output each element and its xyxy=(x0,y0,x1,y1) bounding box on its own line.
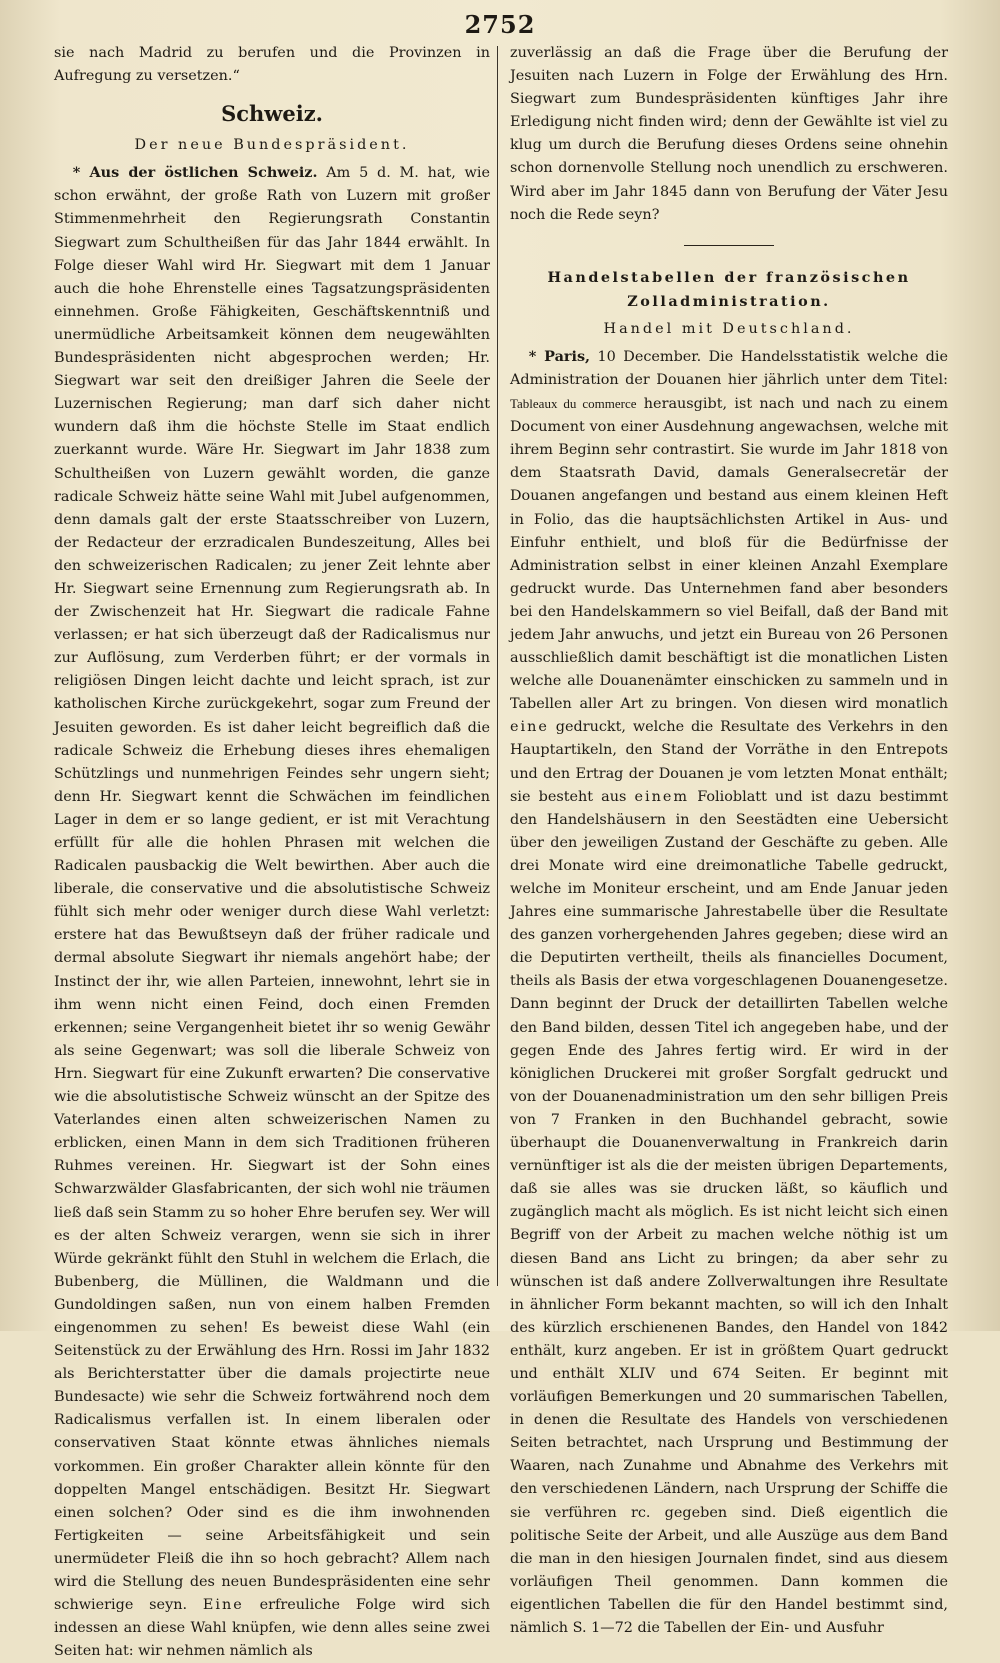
paragraph-text: gedruckt, welche die Resultate des Verkehrs in den Hauptartikeln, den Stand der Vorräthe in den Entrepots und den Ertrag der Douanen je vom letzten Monat enthält; sie besteht aus xyxy=(510,719,949,805)
article-paragraph xyxy=(54,161,490,1663)
continuation-text: zuverlässig an daß die Frage über die Berufung der Jesuiten nach Luzern in Folge der Erwählung des Hrn. Siegwart zum Bundespräsidenten künftiges Jahr ihre Erledigung nicht finden wird; denn der Gewählte ist viel zu klug um durch die Berufung dieses Ordens seine ohnehin schon dornenvolle Stellung noch unendlich zu erschweren. Wird aber im Jahr 1845 dann von Berufung der Väter Jesu noch die Rede seyn? xyxy=(510,45,948,223)
dateline: * Aus der östlichen Schweiz. xyxy=(72,164,318,182)
spaced-word: einem xyxy=(634,788,690,805)
right-column xyxy=(510,42,948,1640)
column-divider xyxy=(497,46,498,1286)
article-paragraph xyxy=(510,345,948,1640)
section-title: Schweiz. xyxy=(221,101,323,127)
page-number: 2752 xyxy=(464,10,536,39)
paragraph-text: herausgibt, ist nach und nach zu einem Document von einer Ausdehnung angewachsen, welche mit ihrem Beginn sehr contrastirt. Sie wurde im Jahr 1818 von dem Staatsrath David, damals Generalsecretär der Douanen angefangen und bestand aus einem kleinen Heft in Folio, das die hauptsächlichsten Artikel in Aus- und Einfuhr enthielt, und bloß für die Bedürfnisse der Administration selbst in einer kleinen Anzahl Exemplare gedruckt wurde. Das Unternehmen fand aber besonders bei den Handelskammern so viel Beifall, daß der Band mit jedem Jahr anwuchs, und jetzt ein Bureau von 26 Personen ausschließlich damit beschäftigt ist die monatlichen Listen welche alle Douanenämter einschicken zu sammeln und in Tabellen aller Art zu bringen. Von diesen wird monatlich xyxy=(510,396,948,713)
separator-rule xyxy=(684,245,774,246)
paragraph-text-tail: erfreuliche Folge wird sich indessen an diese Wahl knüpfen, wie denn alles seine zwei Seiten hat: wir nehmen nämlich als xyxy=(54,1597,491,1660)
article-title: Der neue Bundespräsident. xyxy=(134,137,410,154)
spaced-word: Eine xyxy=(202,1597,244,1614)
paragraph-text: Folioblatt und ist dazu bestimmt den Handelshäusern in den Seestädten eine Uebersicht über den jeweiligen Zustand der Geschäfte zu geben. Alle drei Monate wird eine dreimonatliche Tabelle gedruckt, welche im Moniteur erscheint, und am Ende Januar jeden Jahres eine summarische Jahrestabelle über die Resultate des ganzen vorhergehenden Jahres gegeben; diese wird an die Deputirten vertheilt, theils als financielles Document, theils als Basis der etwa vorgeschlagenen Douanengesetze. Dann beginnt der Druck der detaillirten Tabellen welche den Band bilden, dessen Titel ich angegeben habe, und der gegen Ende des Jahres fertig wird. Er wird in der königlichen Druckerei mit großer Sorgfalt gedruckt und von der Douanenadministration um den sehr billigen Preis von 7 Franken in den Buchhandel gebracht, sowie überhaupt die Douanenverwaltung in Frankreich darin vernünftiger ist als die der meisten übrigen Departements, daß sie alles was sie drucken läßt, so käuflich und zugänglich macht als möglich. Es ist nicht leicht sich einen Begriff von der Arbeit zu machen welche nöthig ist um diesen Band ans Licht zu bringen; da aber sehr zu wünschen ist daß andere Zollverwaltungen ihre Resultate in ähnlicher Form bekannt machten, so will ich den Inhalt des kürzlich erschienenen Bandes, den Handel von 1842 enthält, kurz angeben. Er ist in größtem Quart gedruckt und enthält XLIV und 674 Seiten. Er beginnt mit vorläufigen Bemerkungen und 20 summarischen Tabellen, in denen die Resultate des Handels von verschiedenen Seiten betrachtet, nach Ursprung und Bestimmung der Waaren, nach Zunahme und Abnahme des Verkehrs mit den verschiedenen Ländern, nach Ursprung der Schiffe die sie verführen rc. gegeben sind. Dieß eigentlich die politische Seite der Arbeit, und alle Auszüge aus dem Band die man in den hiesigen Journalen findet, sind aus diesem vorläufigen Theil genommen. Dann kommen die eigentlichen Tabellen die für den Handel bestimmt sind, nämlich S. 1—72 die Tabellen der Ein- und Ausfuhr xyxy=(510,788,949,1636)
article-title: Handelstabellen der französischen Zolladministration. xyxy=(547,268,911,310)
article-subtitle: Handel mit Deutschland. xyxy=(603,320,855,337)
dateline: * Paris, xyxy=(528,347,591,365)
latin-title: Tableaux du commerce xyxy=(510,396,637,412)
spaced-word: eine xyxy=(510,719,549,736)
continuation-text: sie nach Madrid zu berufen und die Provinzen in Aufregung zu versetzen.“ xyxy=(54,45,490,85)
paragraph-text: 10 December. Die Handelsstatistik welche die Administration der Douanen hier jährlich unter dem Titel: xyxy=(510,348,948,388)
left-column xyxy=(54,42,490,1663)
paragraph-text: Am 5 d. M. hat, wie schon erwähnt, der große Rath von Luzern mit großer Stimmenmehrheit den Regierungsrath Constantin Siegwart zum Schultheißen für das Jahr 1844 erwählt. In Folge dieser Wahl wird Hr. Siegwart mit dem 1 Januar auch die hohe Ehrenstelle eines Tagsatzungspräsidenten einnehmen. Große Fähigkeiten, Geschäftskenntniß und unermüdliche Arbeitsamkeit können dem neugewählten Bundespräsidenten nicht abgesprochen werden; Hr. Siegwart war seit den dreißiger Jahren die Seele der Luzernischen Regierung; man darf sich daher nicht wundern daß ihm die höchste Stelle im Staat endlich zuerkannt wurde. Wäre Hr. Siegwart im Jahr 1838 zum Schultheißen von Luzern gewählt worden, die ganze radicale Schweiz hätte seine Wahl mit Jubel aufgenommen, denn damals galt der erste Staatsschreiber von Luzern, der Redacteur der erzradicalen Bundeszeitung, Alles bei den schweizerischen Radicalen; zu jener Zeit lehnte aber Hr. Siegwart seine Ernennung zum Regierungsrath ab. In der Zwischenzeit hat Hr. Siegwart die radicale Fahne verlassen; er hat sich überzeugt daß der Radicalismus nur zur Auflösung, zum Verderben führt; er der vormals in religiösen Dingen leicht dachte und leicht sprach, ist zur katholischen Kirche zurückgekehrt, sogar zum Freund der Jesuiten geworden. Es ist daher leicht begreiflich daß die radicale Schweiz die Erhebung dieses ihres ehemaligen Schützlings und nunmehrigen Feindes sehr ungern sieht; denn Hr. Siegwart kennt die Schwächen im feindlichen Lager in dem er so lange gedient, er ist mit Verachtung erfüllt für alle die hohlen Phrasen mit welchen die Radicalen pausbackig die Welt bewirthen. Aber auch die liberale, die conservative und die absolutistische Schweiz fühlt sich mehr oder weniger durch diese Wahl verletzt: erstere hat das Bewußtseyn daß der früher radicale und dermal absolute Siegwart ihr niemals angehört habe; der Instinct der ihr, wie allen Parteien, innewohnt, lehrt sie in ihm wenn nicht einen Feind, doch einen Fremden erkennen; seine Vergangenheit bietet ihr so wenig Gewähr als seine Gegenwart; was soll die liberale Schweiz von Hrn. Siegwart für eine Zukunft erwarten? Die conservative wie die absolutistische Schweiz wünscht an der Spitze des Vaterlandes einen alten schweizerischen Namen zu erblicken, einen Mann in dem sich Traditionen früheren Ruhmes vereinen. Hr. Siegwart ist der Sohn eines Schwarzwälder Glasfabricanten, der sich wohl nie träumen ließ daß sein Stamm zu so hoher Ehre berufen sey. Wer will es der alten Schweiz verargen, wenn sie sich in ihrer Würde gekränkt fühlt den Stuhl in welchem die Erlach, die Bubenberg, die Müllinen, die Waldmann und die Gundoldingen saßen, nun von einem halben Fremden eingenommen zu sehen! Es beweist diese Wahl (ein Seitenstück zu der Erwählung des Hrn. Rossi im Jahr 1832 als Berichterstatter über die damals projectirte neue Bundesacte) wie sehr die Schweiz fortwährend noch dem Radicalismus verfallen ist. In einem liberalen oder conservativen Staat könnte etwas ähnliches niemals vorkommen. Ein großer Charakter allein könnte für den doppelten Mangel entschädigen. Besitzt Hr. Siegwart einen solchen? Oder sind es die ihm inwohnenden Fertigkeiten — seine Arbeitsfähigkeit und sein unermüdeter Fleiß die ihn so hoch gebracht? Allem nach wird die Stellung des neuen Bundespräsidenten eine sehr schwierige seyn. xyxy=(54,165,490,1614)
